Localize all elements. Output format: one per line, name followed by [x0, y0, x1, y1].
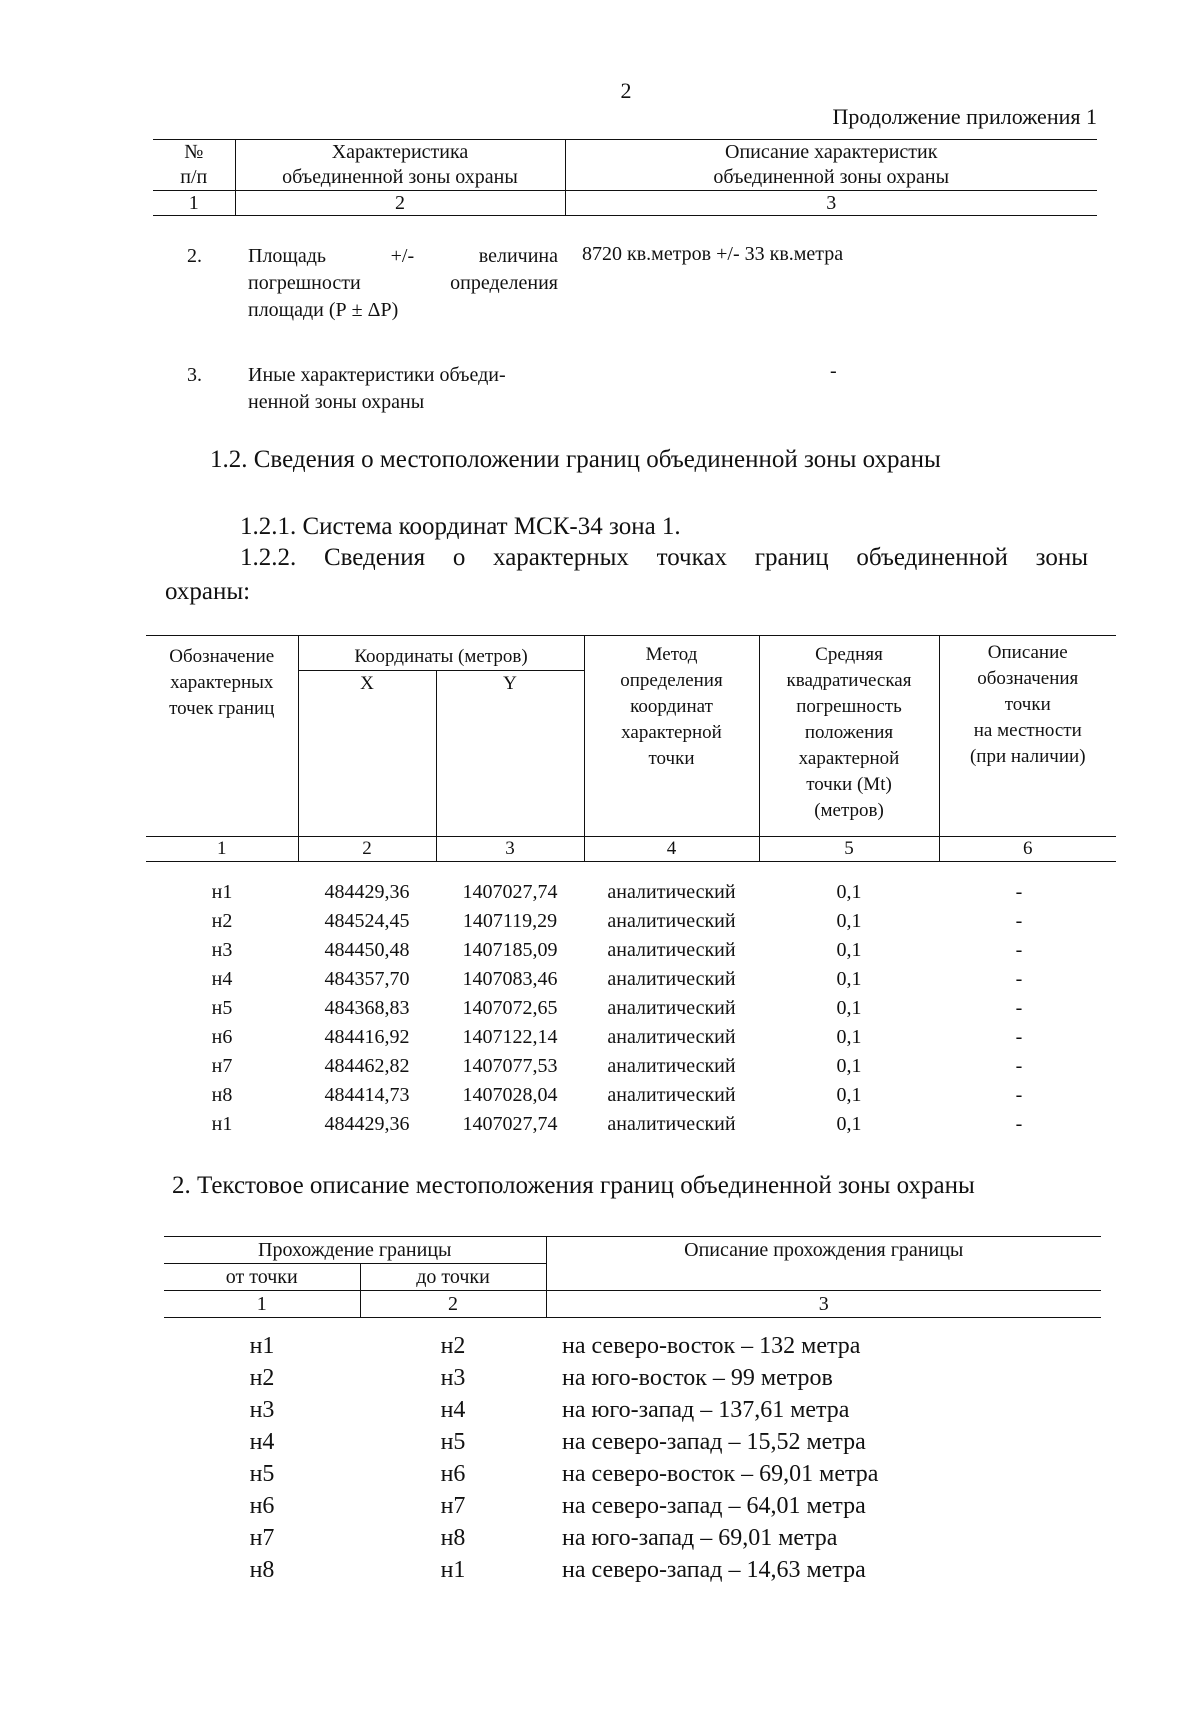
passage-description: на юго-запад – 137,61 метра	[562, 1397, 850, 1423]
to-point: н2	[440, 1333, 466, 1359]
to-point: н3	[440, 1365, 466, 1391]
header-line: определения	[620, 670, 723, 691]
point-description: -	[1015, 1084, 1023, 1106]
x-coordinate: 484524,45	[324, 910, 410, 932]
header-line: Средняя	[815, 644, 883, 665]
label-line: площади (Р ± ΔР)	[248, 299, 399, 321]
error: 0,1	[836, 939, 862, 961]
y-coordinate: 1407028,04	[462, 1084, 558, 1106]
header-line: п/п	[180, 166, 208, 188]
point-id: н4	[211, 968, 233, 990]
header-line: характерной	[621, 722, 722, 743]
y-coordinate: 1407122,14	[462, 1026, 558, 1048]
section-2-heading: 2. Текстовое описание местоположения границ объединенной зоны охраны	[172, 1172, 975, 1199]
table-row	[146, 1052, 1116, 1081]
header-coordinates: Координаты (метров)	[298, 636, 584, 671]
header-line: характерных	[170, 672, 274, 693]
error: 0,1	[836, 910, 862, 932]
header-method	[584, 636, 759, 837]
y-coordinate: 1407119,29	[462, 910, 558, 932]
row-number: 2.	[187, 245, 202, 267]
header-to: до точки	[360, 1264, 546, 1291]
header-from: от точки	[164, 1264, 360, 1291]
header-line: точки	[648, 748, 695, 769]
table-row	[164, 1522, 1101, 1554]
col-number: 1	[164, 1291, 360, 1318]
table-row	[164, 1426, 1101, 1458]
error: 0,1	[836, 1113, 862, 1135]
method: аналитический	[607, 1113, 736, 1135]
point-id: н3	[211, 939, 233, 961]
point-description: -	[1015, 910, 1023, 932]
method: аналитический	[607, 1055, 736, 1077]
table-row	[164, 1330, 1101, 1362]
header-line: Обозначение	[169, 646, 275, 667]
table-row	[146, 878, 1116, 907]
header-line: Описание характеристик	[725, 141, 938, 163]
header-line: объединенной зоны охраны	[282, 166, 518, 188]
from-point: н5	[249, 1461, 275, 1487]
header-line: (при наличии)	[969, 746, 1086, 767]
from-point: н1	[249, 1333, 275, 1359]
header-characteristic	[235, 140, 565, 191]
col-number: 3	[546, 1291, 1101, 1318]
x-coordinate: 484368,83	[324, 997, 410, 1019]
row-number: 3.	[187, 364, 202, 386]
passage-description: на северо-запад – 14,63 метра	[562, 1557, 866, 1583]
point-id: н7	[211, 1055, 233, 1077]
to-point: н6	[440, 1461, 466, 1487]
to-point: н1	[440, 1557, 466, 1583]
x-coordinate: 484429,36	[324, 881, 410, 903]
header-line: Характеристика	[331, 141, 469, 163]
error: 0,1	[836, 1055, 862, 1077]
y-coordinate: 1407072,65	[462, 997, 558, 1019]
passage-description: на юго-запад – 69,01 метра	[562, 1525, 838, 1551]
table-row	[146, 1023, 1116, 1052]
x-coordinate: 484357,70	[324, 968, 410, 990]
header-line: квадратическая	[786, 670, 912, 691]
point-description: -	[1015, 1055, 1023, 1077]
header-line: Описание	[987, 642, 1068, 663]
col-number: 5	[759, 837, 939, 862]
continuation-note: Продолжение приложения 1	[832, 104, 1097, 129]
x-coordinate: 484450,48	[324, 939, 410, 961]
y-coordinate: 1407077,53	[462, 1055, 558, 1077]
header-line: положения	[804, 722, 894, 743]
from-point: н4	[249, 1429, 275, 1455]
method: аналитический	[607, 1084, 736, 1106]
y-coordinate: 1407027,74	[462, 1113, 558, 1135]
col-number: 2	[360, 1291, 546, 1318]
col-number: 3	[565, 191, 1097, 216]
table-row	[146, 994, 1116, 1023]
from-point: н8	[249, 1557, 275, 1583]
header-line: характерной	[798, 748, 900, 769]
table-row	[164, 1458, 1101, 1490]
row-label	[248, 243, 558, 324]
col-number: 1	[153, 191, 235, 216]
header-line: объединенной зоны охраны	[713, 166, 950, 188]
table-row	[164, 1394, 1101, 1426]
method: аналитический	[607, 881, 736, 903]
passage-description: на северо-запад – 15,52 метра	[562, 1429, 866, 1455]
from-point: н7	[249, 1525, 275, 1551]
col-number: 2	[298, 837, 436, 862]
col-number: 4	[584, 837, 759, 862]
table-row	[146, 936, 1116, 965]
from-point: н3	[249, 1397, 275, 1423]
header-designation	[146, 636, 298, 837]
header-passage-description: Описание прохождения границы	[546, 1237, 1101, 1291]
row-label	[248, 362, 558, 416]
point-description: -	[1015, 881, 1023, 903]
header-line: на местности	[973, 720, 1082, 741]
col-number: 2	[235, 191, 565, 216]
table-row	[164, 1490, 1101, 1522]
label-line: погрешности определения	[248, 272, 558, 294]
passage-description: на юго-восток – 99 метров	[562, 1365, 833, 1391]
error: 0,1	[836, 997, 862, 1019]
error: 0,1	[836, 968, 862, 990]
boundary-points-table	[146, 635, 1116, 862]
point-id: н1	[211, 881, 233, 903]
header-number	[153, 140, 235, 191]
method: аналитический	[607, 997, 736, 1019]
header-point-description	[939, 636, 1116, 837]
col-number: 3	[436, 837, 584, 862]
section-1-2-2-line1: 1.2.2. Сведения о характерных точках границ объединенной зоны	[240, 544, 1088, 571]
section-1-2-heading: 1.2. Сведения о местоположении границ объединенной зоны охраны	[210, 446, 941, 473]
point-id: н6	[211, 1026, 233, 1048]
to-point: н5	[440, 1429, 466, 1455]
passage-description: на северо-запад – 64,01 метра	[562, 1493, 866, 1519]
header-x: X	[298, 671, 436, 837]
from-point: н6	[249, 1493, 275, 1519]
page-number: 2	[620, 78, 632, 103]
point-description: -	[1015, 1113, 1023, 1135]
point-id: н1	[211, 1113, 233, 1135]
point-description: -	[1015, 1026, 1023, 1048]
other-characteristics-value: -	[830, 360, 837, 382]
area-value: 8720 кв.метров +/- 33 кв.метра	[582, 243, 844, 265]
header-description	[565, 140, 1097, 191]
table-row	[146, 1081, 1116, 1110]
table-row	[164, 1362, 1101, 1394]
from-point: н2	[249, 1365, 275, 1391]
header-line: №	[184, 141, 204, 163]
x-coordinate: 484429,36	[324, 1113, 410, 1135]
header-line: точки (Mt)	[806, 774, 892, 795]
method: аналитический	[607, 968, 736, 990]
boundary-points-rows	[146, 878, 1116, 1139]
passage-description: на северо-восток – 132 метра	[562, 1333, 861, 1359]
to-point: н4	[440, 1397, 466, 1423]
label-line: ненной зоны охраны	[248, 391, 425, 413]
table-row	[146, 965, 1116, 994]
table-row	[164, 1554, 1101, 1586]
header-error	[759, 636, 939, 837]
x-coordinate: 484416,92	[324, 1026, 410, 1048]
y-coordinate: 1407027,74	[462, 881, 558, 903]
method: аналитический	[607, 1026, 736, 1048]
label-line: Площадь +/- величина	[248, 245, 558, 267]
header-line: погрешность	[796, 696, 902, 717]
point-description: -	[1015, 939, 1023, 961]
header-line: точек границ	[169, 698, 275, 719]
boundary-description-table	[164, 1236, 1101, 1318]
table-row	[146, 1110, 1116, 1139]
method: аналитический	[607, 939, 736, 961]
to-point: н7	[440, 1493, 466, 1519]
x-coordinate: 484462,82	[324, 1055, 410, 1077]
header-line: (метров)	[814, 800, 884, 821]
header-y: Y	[436, 671, 584, 837]
point-id: н2	[211, 910, 233, 932]
header-line: обозначения	[977, 668, 1079, 689]
method: аналитический	[607, 910, 736, 932]
error: 0,1	[836, 1084, 862, 1106]
table-row	[146, 907, 1116, 936]
point-description: -	[1015, 968, 1023, 990]
header-line: координат	[630, 696, 713, 717]
col-number: 6	[939, 837, 1116, 862]
header-line: точки	[1004, 694, 1051, 715]
y-coordinate: 1407083,46	[462, 968, 558, 990]
y-coordinate: 1407185,09	[462, 939, 558, 961]
point-id: н8	[211, 1084, 233, 1106]
error: 0,1	[836, 1026, 862, 1048]
point-description: -	[1015, 997, 1023, 1019]
boundary-description-rows	[164, 1330, 1101, 1586]
error: 0,1	[836, 881, 862, 903]
col-number: 1	[146, 837, 298, 862]
section-1-2-2-line2: охраны:	[165, 578, 251, 605]
to-point: н8	[440, 1525, 466, 1551]
label-line: Иные характеристики объеди-	[248, 364, 506, 386]
section-1-2-1: 1.2.1. Система координат МСК-34 зона 1.	[240, 513, 681, 540]
point-id: н5	[211, 997, 233, 1019]
passage-description: на северо-восток – 69,01 метра	[562, 1461, 879, 1487]
header-line: Метод	[645, 644, 698, 665]
x-coordinate: 484414,73	[324, 1084, 410, 1106]
characteristics-table	[153, 139, 1097, 216]
header-passage: Прохождение границы	[164, 1237, 546, 1264]
